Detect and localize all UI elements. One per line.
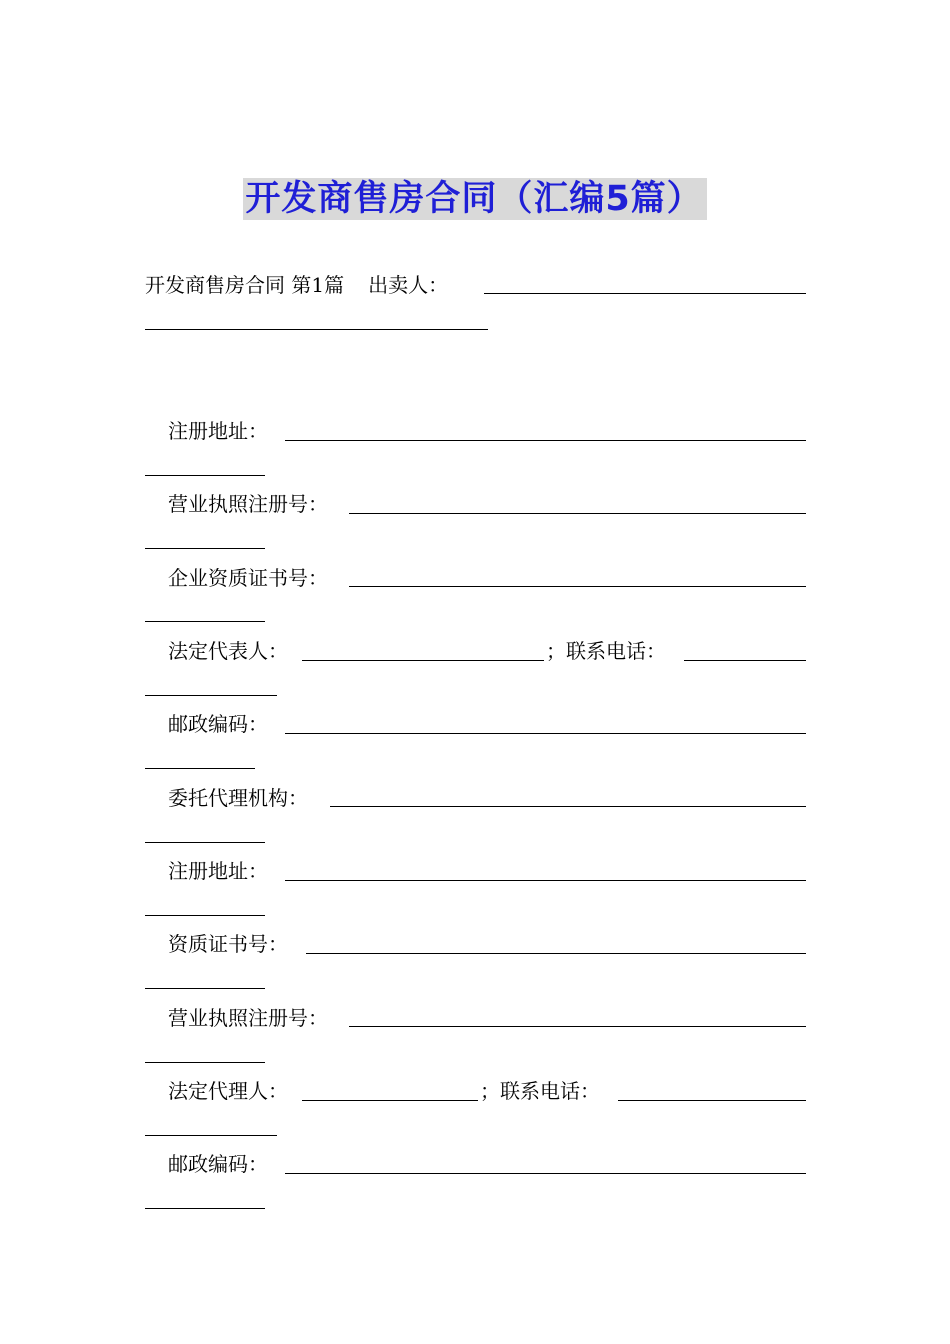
business-license-blank-continued[interactable]: [145, 548, 265, 549]
intro-line: [145, 272, 448, 298]
agency-address-blank-continued[interactable]: [145, 915, 265, 916]
field-label: 法定代表人：: [168, 639, 288, 663]
agency-license-blank-continued[interactable]: [145, 1062, 265, 1063]
field-label: ；联系电话：: [546, 639, 666, 663]
document-title: 开发商售房合同（汇编5篇）: [243, 178, 706, 220]
title-container: [0, 178, 950, 220]
field-label: 委托代理机构：: [168, 786, 308, 810]
field-agency-license-number: [168, 1005, 328, 1031]
field-business-license-number: [168, 491, 328, 517]
field-agent-contact-phone: [480, 1078, 600, 1104]
registered-address-blank-continued[interactable]: [145, 475, 265, 476]
field-label: ；联系电话：: [480, 1079, 600, 1103]
agency-blank-continued[interactable]: [145, 842, 265, 843]
contact-phone-blank[interactable]: [684, 660, 806, 661]
field-contact-phone: [546, 638, 666, 664]
field-label: 注册地址：: [168, 859, 268, 883]
field-label: 邮政编码：: [168, 712, 268, 736]
field-label: 资质证书号：: [168, 932, 288, 956]
field-legal-agent: [168, 1078, 288, 1104]
legal-representative-blank[interactable]: [302, 660, 544, 661]
field-agency-postal-code: [168, 1151, 268, 1177]
seller-blank[interactable]: [484, 293, 806, 294]
field-label: 法定代理人：: [168, 1079, 288, 1103]
agency-postal-code-blank[interactable]: [285, 1173, 806, 1174]
seller-blank-continued[interactable]: [145, 329, 488, 330]
field-label: 注册地址：: [168, 419, 268, 443]
enterprise-qualification-blank-continued[interactable]: [145, 621, 265, 622]
field-agency: [168, 785, 308, 811]
field-label: 营业执照注册号：: [168, 1006, 328, 1030]
registered-address-blank[interactable]: [285, 440, 806, 441]
postal-code-blank[interactable]: [285, 733, 806, 734]
section-heading: 开发商售房合同 第1篇: [145, 273, 345, 297]
postal-code-blank-continued[interactable]: [145, 768, 255, 769]
agency-license-blank[interactable]: [349, 1026, 806, 1027]
field-legal-representative: [168, 638, 288, 664]
field-label: 邮政编码：: [168, 1152, 268, 1176]
field-label: 营业执照注册号：: [168, 492, 328, 516]
field-label: 企业资质证书号：: [168, 566, 328, 590]
field-agency-registered-address: [168, 858, 268, 884]
qualification-number-blank[interactable]: [306, 953, 806, 954]
field-registered-address: [168, 418, 268, 444]
qualification-number-blank-continued[interactable]: [145, 988, 265, 989]
field-enterprise-qualification-number: [168, 565, 328, 591]
agency-blank[interactable]: [330, 806, 806, 807]
enterprise-qualification-blank[interactable]: [349, 586, 806, 587]
business-license-blank[interactable]: [349, 513, 806, 514]
contact-phone-blank-continued[interactable]: [145, 695, 277, 696]
agent-contact-phone-blank-continued[interactable]: [145, 1135, 277, 1136]
agency-address-blank[interactable]: [285, 880, 806, 881]
agent-contact-phone-blank[interactable]: [618, 1100, 806, 1101]
field-qualification-number: [168, 931, 288, 957]
legal-agent-blank[interactable]: [302, 1100, 478, 1101]
agency-postal-code-blank-continued[interactable]: [145, 1208, 265, 1209]
seller-label: 出卖人：: [368, 273, 449, 297]
field-postal-code: [168, 711, 268, 737]
